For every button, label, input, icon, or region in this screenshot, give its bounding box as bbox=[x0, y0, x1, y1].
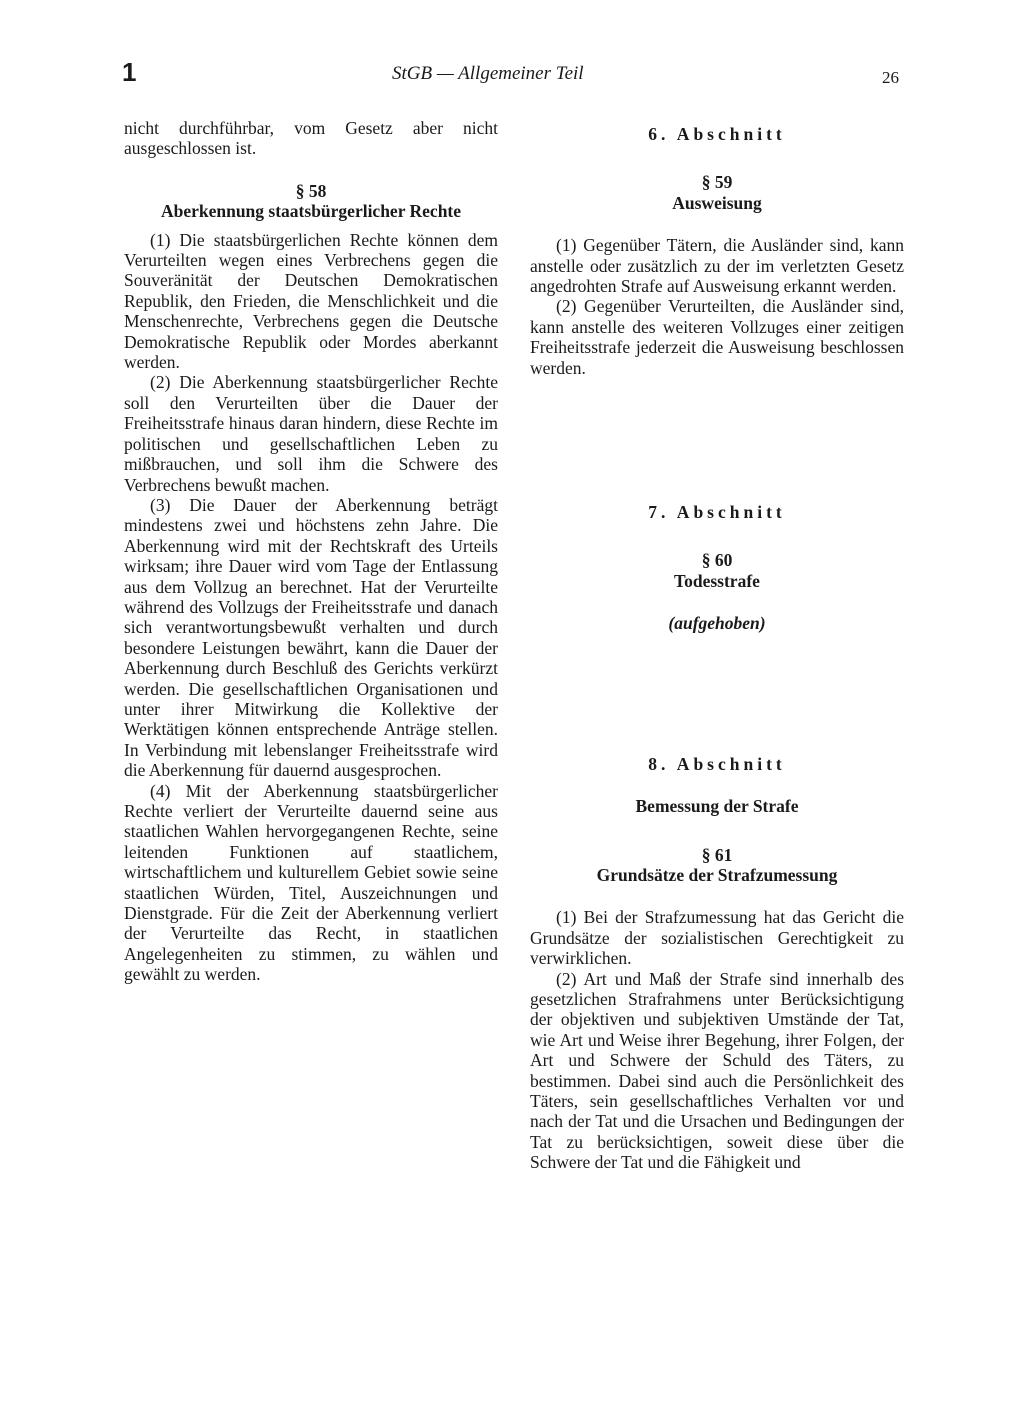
page-number: 26 bbox=[882, 68, 899, 87]
section-58-paragraph-3: (3) Die Dauer der Aberkennung beträgt mindestens zwei und höchstens zehn Jahre. Die Aberkennung wird mit der Rechtskraft des Urteils wirksam; ihre Dauer wird vom Tage der Entlassung aus dem Vollzug an berechnet. Hat der Verurteilte während des Vollzugs der Freiheitsstrafe und danach sich verantwortungsbewußt verhalten und durch besondere Leistungen bewährt, kann die Dauer der Aberkennung durch Beschluß des Gerichts verkürzt werden. Die gesellschaftlichen Organisationen und unter ihrer Mitwirkung die Kollektive der Werktätigen können entsprechende Anträge stellen. In Verbindung mit lebenslanger Freiheitsstrafe wird die Aberkennung für dauernd ausgesprochen. bbox=[124, 494, 498, 781]
section-61-paragraph-2: (2) Art und Maß der Strafe sind innerhalb des gesetzlichen Strafrahmens unter Berücksichtigung der objektiven und subjektiven Umstände der Tat, wie Art und Weise ihrer Begehung, ihrer Folgen, der Art und Schwere der Schuld des Täters, zu bestimmen. Dabei sind auch die Persönlichkeit des Täters, sein gesellschaftliches Verhalten vor und nach der Tat und die Ursachen und Bedingungen der Tat zu berücksichtigen, soweit diese über die Schwere der Tat und die Fähigkeit und bbox=[530, 968, 904, 1173]
section-61-title: Grundsätze der Strafzumessung bbox=[596, 864, 838, 885]
section-61-mark: § 61 bbox=[701, 844, 733, 865]
section-59-paragraph-1: (1) Gegenüber Tätern, die Ausländer sind, kann anstelle oder zusätzlich zu der im verletzten Gesetz angedrohten Strafe auf Ausweisung erkannt werden. bbox=[530, 235, 904, 297]
chapter-8-subtitle: Bemessung der Strafe bbox=[635, 796, 799, 817]
section-58-paragraph-2: (2) Die Aberkennung staatsbürgerlicher Rechte soll den Verurteilten über die Dauer der Freiheitsstrafe hinaus daran hindern, diese Rechte im politischen und gesellschaftlichen Leben zu mißbrauchen, und soll ihm die Schwere des Verbrechens bewußt machen. bbox=[124, 372, 498, 495]
section-59-title: Ausweisung bbox=[672, 192, 762, 213]
section-60-mark: § 60 bbox=[701, 550, 733, 571]
chapter-number: 1 bbox=[122, 57, 137, 87]
section-58-title: Aberkennung staatsbürgerlicher Rechte bbox=[160, 201, 462, 222]
chapter-6-heading: 6. Abschnitt bbox=[648, 124, 786, 144]
section-58-paragraph-1: (1) Die staatsbürgerlichen Rechte können dem Verurteilten wegen eines Verbrechens gegen die Souveränität der Deutschen Demokratischen Republik, den Frieden, die Menschlichkeit und die Menschenrechte, Verbrechens gegen die Deutsche Demokratische Republik oder Mordes aberkannt werden. bbox=[124, 229, 498, 373]
section-58-paragraph-4: (4) Mit der Aberkennung staatsbürgerlicher Rechte verliert der Verurteilte dauernd seine aus staatlichen Wahlen hervorgegangenen Rechte, seine leitenden Funktionen auf staatlichem, wirtschaftlichem und kulturellem Gebiet sowie seine staatlichen Würden, Titel, Auszeichnungen und Dienstgrade. Für die Zeit der Aberkennung verliert der Verurteilte das Recht, in staatlichen Angelegenheiten zu stimmen, zu wählen und gewählt zu werden. bbox=[124, 780, 498, 985]
section-61-paragraph-1: (1) Bei der Strafzumessung hat das Gericht die Grundsätze der sozialistischen Gerechtigkeit zu verwirklichen. bbox=[530, 907, 904, 969]
chapter-7-heading: 7. Abschnitt bbox=[648, 502, 786, 523]
section-59-paragraph-2: (2) Gegenüber Verurteilten, die Ausländer sind, kann anstelle des weiteren Vollzuges einer zeitigen Freiheitsstrafe jederzeit die Ausweisung beschlossen werden. bbox=[530, 296, 904, 378]
section-58-mark: § 58 bbox=[295, 180, 327, 201]
right-column bbox=[530, 118, 904, 1173]
continuation-text: nicht durchführbar, vom Gesetz aber nicht ausgeschlossen ist. bbox=[124, 118, 498, 159]
chapter-8-heading: 8. Abschnitt bbox=[648, 753, 786, 774]
section-60-title: Todesstrafe bbox=[674, 570, 760, 591]
running-title: StGB — Allgemeiner Teil bbox=[392, 63, 584, 84]
section-59-mark: § 59 bbox=[701, 172, 733, 193]
left-column bbox=[124, 118, 498, 985]
section-60-status: (aufgehoben) bbox=[668, 613, 766, 634]
page-header bbox=[0, 56, 1024, 96]
